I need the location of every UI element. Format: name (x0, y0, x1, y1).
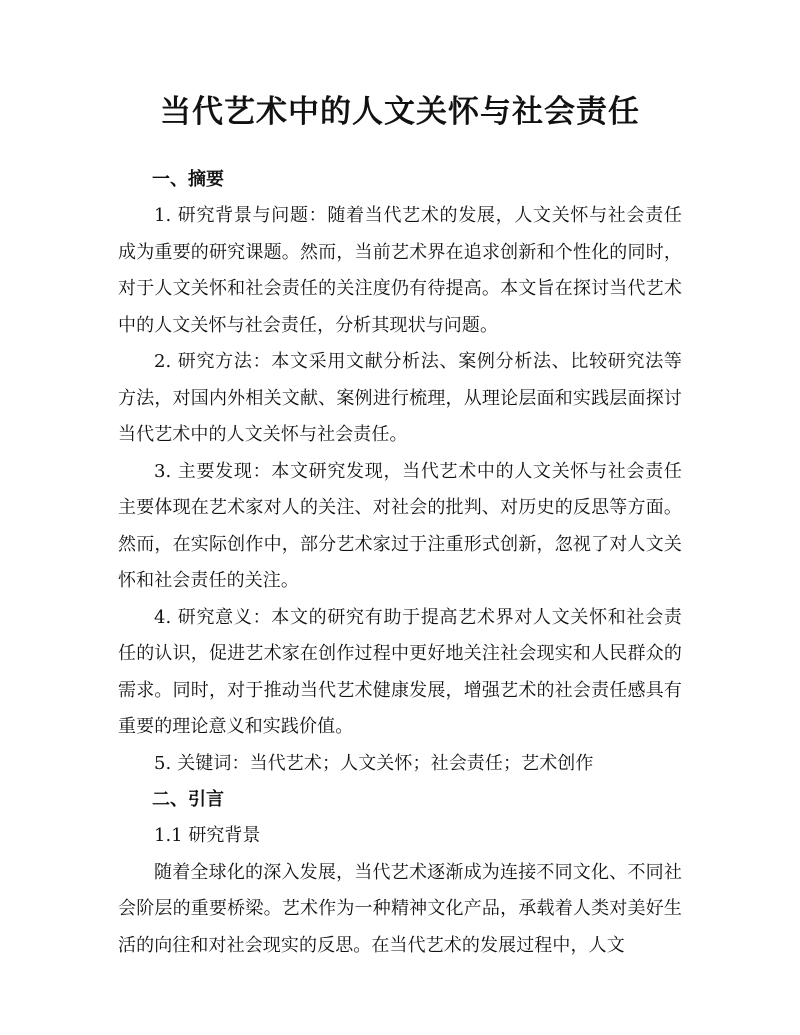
abstract-paragraph-method: 2. 研究方法：本文采用文献分析法、案例分析法、比较研究法等方法，对国内外相关文献、案例进行梳理，从理论层面和实践层面探讨当代艺术中的人文关怀与社会责任。 (118, 351, 682, 445)
introduction-heading: 二、引言 (152, 789, 224, 810)
introduction-paragraph: 随着全球化的深入发展，当代艺术逐渐成为连接不同文化、不同社会阶层的重要桥梁。艺术作为一种精神文化产品，承载着人类对美好生活的向往和对社会现实的反思。在当代艺术的发展过程中，人文 (118, 861, 682, 956)
abstract-section (118, 162, 682, 782)
abstract-heading: 一、摘要 (152, 169, 224, 190)
introduction-section (118, 782, 682, 964)
document-title: 当代艺术中的人文关怀与社会责任 (160, 94, 640, 130)
research-background-subheading: 1.1 研究背景 (154, 825, 261, 846)
abstract-paragraph-findings: 3. 主要发现：本文研究发现，当代艺术中的人文关怀与社会责任主要体现在艺术家对人的关注、对社会的批判、对历史的反思等方面。然而，在实际创作中，部分艺术家过于注重形式创新，忽视了对人文关怀和社会责任的关注。 (118, 460, 682, 591)
abstract-paragraph-keywords: 5. 关键词：当代艺术；人文关怀；社会责任；艺术创作 (154, 752, 594, 774)
abstract-paragraph-background: 1. 研究背景与问题：随着当代艺术的发展，人文关怀与社会责任成为重要的研究课题。然而，当前艺术界在追求创新和个性化的同时，对于人文关怀和社会责任的关注度仍有待提高。本文旨在探讨当代艺术中的人文关怀与社会责任，分析其现状与问题。 (118, 205, 682, 336)
abstract-paragraph-significance: 4. 研究意义：本文的研究有助于提高艺术界对人文关怀和社会责任的认识，促进艺术家在创作过程中更好地关注社会现实和人民群众的需求。同时，对于推动当代艺术健康发展，增强艺术的社会责任感具有重要的理论意义和实践价值。 (118, 606, 682, 737)
